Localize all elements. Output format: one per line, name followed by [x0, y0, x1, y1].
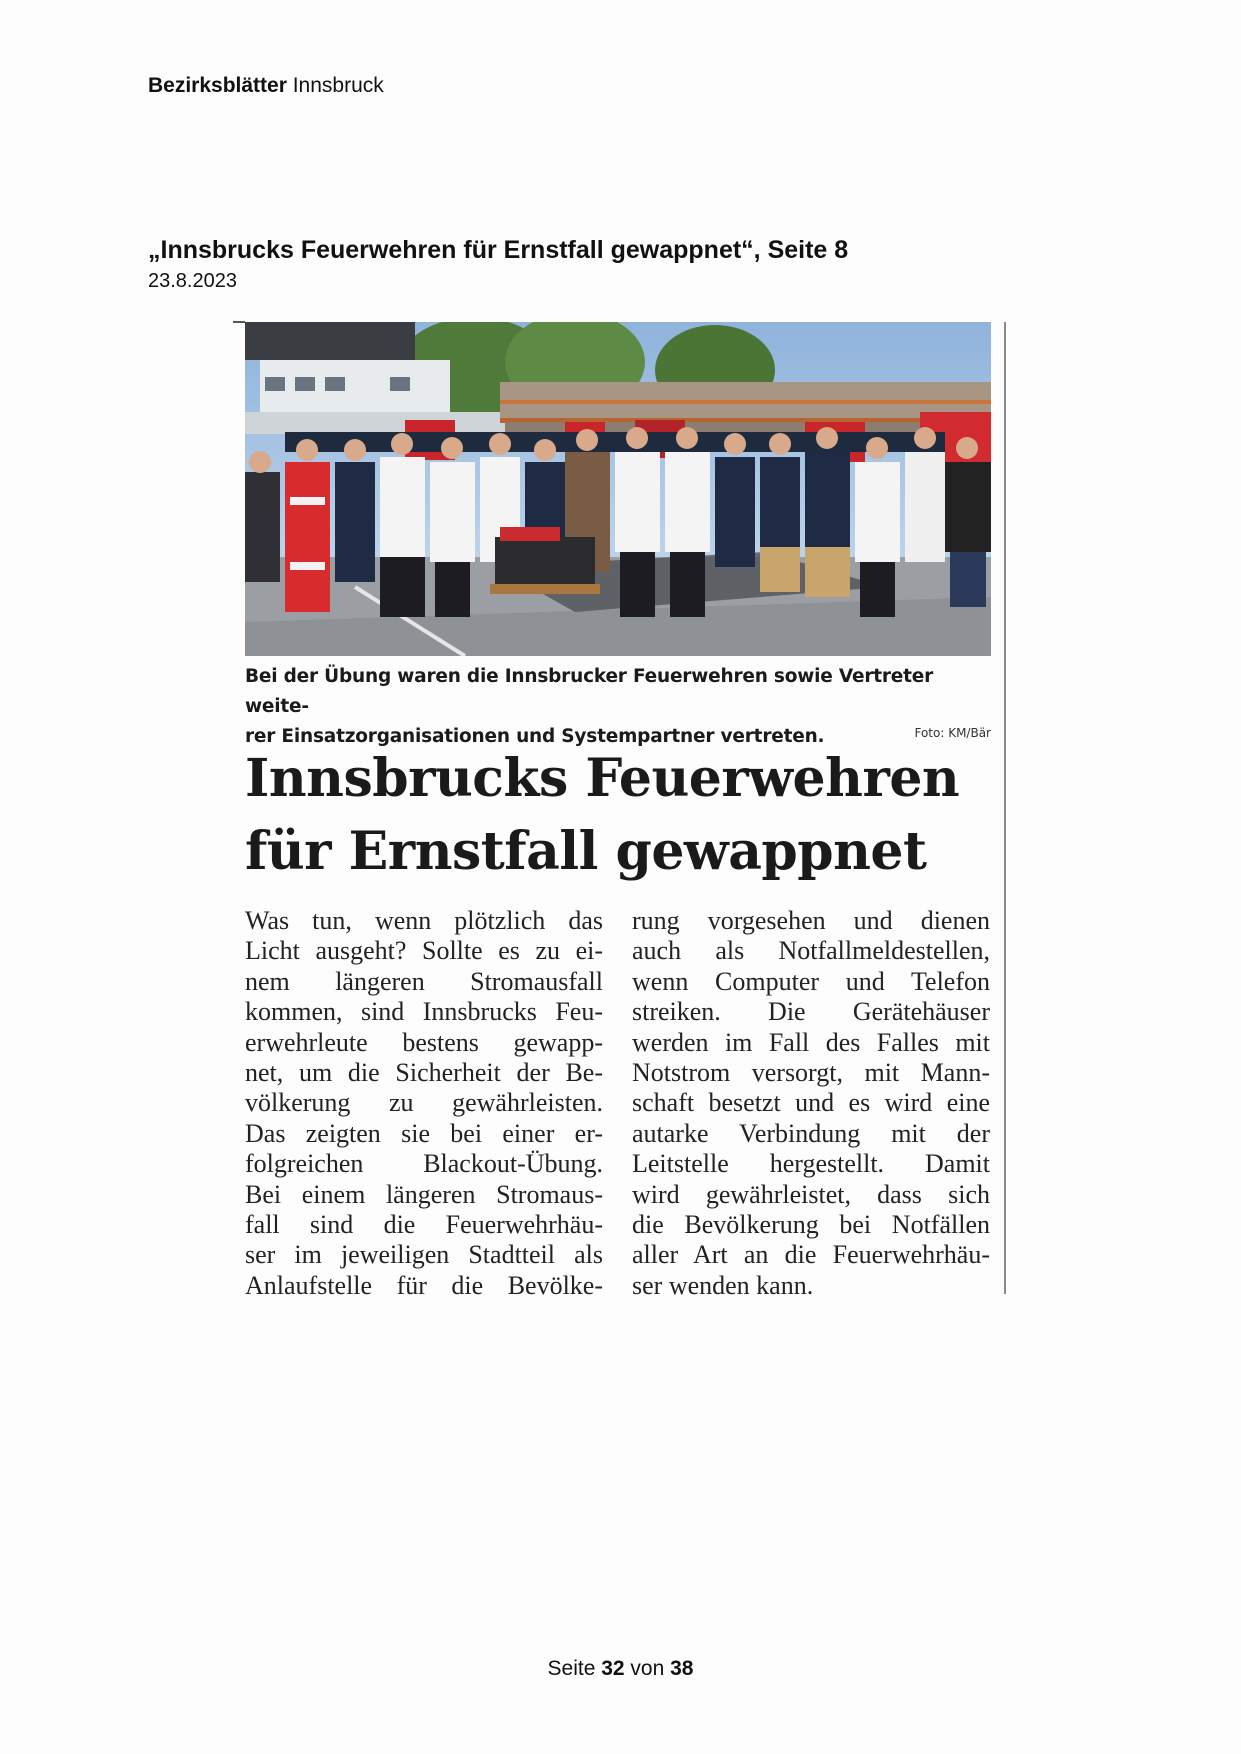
- publication-brand: Bezirksblätter: [148, 74, 287, 97]
- group-photo-icon: [245, 322, 991, 656]
- caption-line: Bei der Übung waren die Innsbrucker Feuerwehren sowie Vertreter weite-: [245, 666, 934, 717]
- body-line: autarke Verbindung mit der: [632, 1118, 990, 1148]
- body-line: ser im jeweiligen Stadtteil als: [245, 1240, 603, 1270]
- article-headline: [245, 742, 1005, 888]
- body-line: Das zeigten sie bei einer er-: [245, 1118, 603, 1148]
- body-line: die Bevölkerung bei Notfällen: [632, 1210, 990, 1240]
- body-line: wenn Computer und Telefon: [632, 966, 990, 996]
- body-line: rung vorgesehen und dienen: [632, 906, 990, 935]
- body-line: Leitstelle hergestellt. Damit: [632, 1149, 990, 1179]
- current-page-number: 32: [601, 1657, 625, 1680]
- headline-line: Innsbrucks Feuerwehren: [245, 748, 960, 809]
- body-line: Was tun, wenn plötzlich das: [245, 906, 603, 935]
- total-page-count: 38: [670, 1657, 694, 1680]
- footer-prefix: Seite: [547, 1657, 602, 1680]
- body-line: schaft besetzt und es wird eine: [632, 1088, 990, 1118]
- body-line: kommen, sind Innsbrucks Feu-: [245, 997, 603, 1027]
- article-column-right: [632, 906, 990, 1301]
- photo-caption: [245, 662, 991, 752]
- body-line: streiken. Die Gerätehäuser: [632, 997, 990, 1027]
- clipping-title: „Innsbrucks Feuerwehren für Ernstfall gewappnet“, Seite 8: [148, 236, 849, 264]
- body-line: Notstrom versorgt, mit Mann-: [632, 1058, 990, 1088]
- body-line: erwehrleute bestens gewapp-: [245, 1027, 603, 1057]
- caption-line: rer Einsatzorganisationen und Systempartner vertreten.: [245, 726, 825, 747]
- body-line: wird gewährleistet, dass sich: [632, 1179, 990, 1209]
- body-line: ser wenden kann.: [632, 1270, 814, 1300]
- article-column-left: [245, 906, 603, 1301]
- body-line: nem längeren Stromausfall: [245, 966, 603, 996]
- body-line: fall sind die Feuerwehrhäu-: [245, 1210, 603, 1240]
- body-line: folgreichen Blackout-Übung.: [245, 1149, 603, 1179]
- body-line: Bei einem längeren Stromaus-: [245, 1179, 603, 1209]
- body-line: völkerung zu gewährleisten.: [245, 1088, 603, 1118]
- body-line: net, um die Sicherheit der Be-: [245, 1058, 603, 1088]
- body-line: Anlaufstelle für die Bevölke-: [245, 1270, 603, 1300]
- article-photo: [245, 322, 991, 656]
- photo-credit: Foto: KM/Bär: [914, 726, 991, 740]
- body-line: Licht ausgeht? Sollte es zu ei-: [245, 936, 603, 966]
- clipping-edge: [233, 321, 245, 323]
- body-line: auch als Notfallmeldestellen,: [632, 936, 990, 966]
- page-footer: [0, 1657, 1241, 1681]
- footer-middle: von: [624, 1657, 671, 1680]
- headline-line: für Ernstfall gewappnet: [245, 821, 927, 882]
- body-line: aller Art an die Feuerwehrhäu-: [632, 1240, 990, 1270]
- clipping-date: 23.8.2023: [148, 270, 237, 292]
- publication-region: Innsbruck: [286, 74, 384, 97]
- publication-name: [148, 74, 384, 98]
- body-line: werden im Fall des Falles mit: [632, 1027, 990, 1057]
